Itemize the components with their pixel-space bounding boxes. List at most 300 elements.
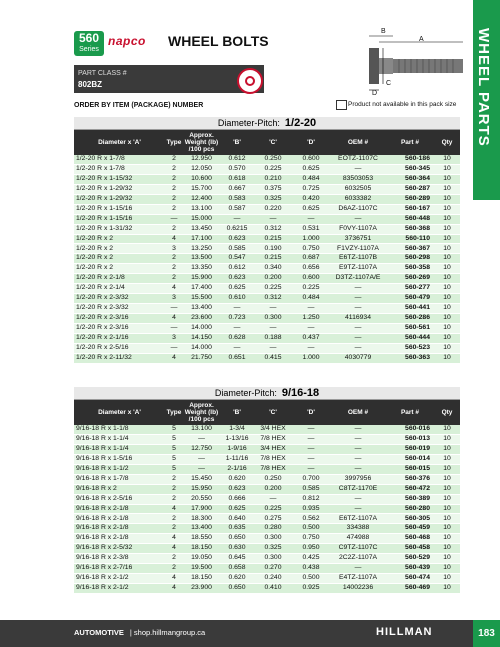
col-header: OEM # xyxy=(330,130,386,155)
table-cell: — xyxy=(330,464,386,474)
table-cell: 0.225 xyxy=(254,504,292,514)
table-cell: 0.950 xyxy=(292,544,330,554)
table-cell: 0.635 xyxy=(220,524,254,534)
table-cell: — xyxy=(330,304,386,314)
table-cell: 2 xyxy=(165,484,183,494)
table-cell: 12.400 xyxy=(183,194,220,204)
table-cell: — xyxy=(330,284,386,294)
table-body xyxy=(74,425,460,593)
part-number-cell: 560-110 xyxy=(386,234,434,244)
table-cell: 0.547 xyxy=(220,254,254,264)
table-cell: 0.250 xyxy=(254,155,292,164)
table-cell: 2 xyxy=(165,155,183,164)
page-title: WHEEL BOLTS xyxy=(168,33,269,49)
table-cell: 3 xyxy=(165,333,183,343)
table-cell: 9/16-18 R x 2-1/2 xyxy=(74,574,165,584)
table-cell: 1/2-20 R x 1-15/16 xyxy=(74,204,165,214)
table-row xyxy=(74,454,460,464)
table-cell: 1/2-20 R x 1-29/32 xyxy=(74,184,165,194)
table-cell: 0.215 xyxy=(254,254,292,264)
table-row xyxy=(74,314,460,324)
table-cell: 0.630 xyxy=(220,544,254,554)
table-cell: 0.600 xyxy=(292,274,330,284)
table-cell: 0.620 xyxy=(220,474,254,484)
table-cell: 0.612 xyxy=(220,264,254,274)
table-cell: 9/16-18 R x 2-7/16 xyxy=(74,564,165,574)
table-cell: — xyxy=(220,323,254,333)
table-row xyxy=(74,264,460,274)
table-cell: — xyxy=(330,444,386,454)
bolt-diagram xyxy=(369,28,465,98)
part-number-cell: 560-358 xyxy=(386,264,434,274)
part-class-value: 802BZ xyxy=(78,80,103,89)
table-cell: 2 xyxy=(165,264,183,274)
table-cell: 1/2-20 R x 2-1/8 xyxy=(74,274,165,284)
table-cell: 3736751 xyxy=(330,234,386,244)
table-cell: 0.618 xyxy=(220,174,254,184)
table-row xyxy=(74,554,460,564)
table-cell: 1/2-20 R x 2-3/32 xyxy=(74,294,165,304)
table-cell: 0.420 xyxy=(292,194,330,204)
series-label: Series xyxy=(79,46,99,53)
table-cell: 10 xyxy=(434,524,460,534)
table-cell: 0.587 xyxy=(220,204,254,214)
table-row xyxy=(74,534,460,544)
table-cell: 10 xyxy=(434,504,460,514)
table-cell: 3 xyxy=(165,244,183,254)
table-cell: 0.438 xyxy=(292,564,330,574)
part-number-cell: 560-364 xyxy=(386,174,434,184)
part-number-cell: 560-529 xyxy=(386,554,434,564)
table-cell: E6TZ-1107A xyxy=(330,514,386,524)
table-cell: 9/16-18 R x 2-3/8 xyxy=(74,554,165,564)
table-row xyxy=(74,194,460,204)
table-row xyxy=(74,274,460,284)
table-cell: 2 xyxy=(165,204,183,214)
table-cell: 2 xyxy=(165,274,183,284)
table-cell: 5 xyxy=(165,434,183,444)
table-cell: 13.400 xyxy=(183,524,220,534)
table-cell: 0.220 xyxy=(254,204,292,214)
table-row xyxy=(74,464,460,474)
table-cell: 2 xyxy=(165,254,183,264)
table-cell: 0.623 xyxy=(220,484,254,494)
table-cell: 10 xyxy=(434,584,460,594)
table-row xyxy=(74,504,460,514)
col-header: 'C' xyxy=(254,130,292,155)
table-header-row xyxy=(74,130,460,155)
table-cell: 0.750 xyxy=(292,534,330,544)
table-cell: 0.225 xyxy=(254,284,292,294)
table-row xyxy=(74,484,460,494)
col-header: Diameter x 'A' xyxy=(74,130,165,155)
footer-category: AUTOMOTIVE xyxy=(74,628,124,637)
table-cell: 1.000 xyxy=(292,234,330,244)
table-cell: D6AZ-1107C xyxy=(330,204,386,214)
table-cell: 0.625 xyxy=(292,204,330,214)
part-number-cell: 560-013 xyxy=(386,434,434,444)
table-cell: 14.000 xyxy=(183,343,220,353)
table-cell: 13.350 xyxy=(183,264,220,274)
table-cell: 10 xyxy=(434,264,460,274)
table-cell: 1/2-20 R x 2-3/16 xyxy=(74,314,165,324)
table-cell: 0.650 xyxy=(220,584,254,594)
table-cell: 0.190 xyxy=(254,244,292,254)
table-cell: 0.437 xyxy=(292,333,330,343)
part-number-cell: 560-015 xyxy=(386,464,434,474)
table-cell: 0.600 xyxy=(292,155,330,164)
table-row xyxy=(74,434,460,444)
hillman-logo: HILLMAN xyxy=(376,626,433,638)
part-number-cell: 560-561 xyxy=(386,323,434,333)
table-cell: 2 xyxy=(165,494,183,504)
table-row xyxy=(74,155,460,164)
table-cell: 2 xyxy=(165,194,183,204)
part-number-cell: 560-167 xyxy=(386,204,434,214)
table-cell: 4116934 xyxy=(330,314,386,324)
table-cell: 10 xyxy=(434,234,460,244)
table-row xyxy=(74,174,460,184)
table-cell: 0.280 xyxy=(254,524,292,534)
table-cell: — xyxy=(254,494,292,504)
table-cell: 18.550 xyxy=(183,534,220,544)
table-cell: 6032505 xyxy=(330,184,386,194)
part-number-cell: 560-298 xyxy=(386,254,434,264)
col-header: Type xyxy=(165,400,183,425)
part-number-cell: 560-368 xyxy=(386,224,434,234)
table-cell: — xyxy=(254,343,292,353)
part-number-cell: 560-376 xyxy=(386,474,434,484)
table-cell: 10 xyxy=(434,304,460,314)
table-cell: F1VZY-1107A xyxy=(330,244,386,254)
table-cell: 4 xyxy=(165,504,183,514)
table-cell: 0.658 xyxy=(220,564,254,574)
table-row xyxy=(74,214,460,224)
table-cell: 9/16-18 R x 2 xyxy=(74,484,165,494)
pitch-label: Diameter-Pitch: xyxy=(214,388,277,398)
table-cell: 0.625 xyxy=(292,164,330,174)
table-cell: 10 xyxy=(434,564,460,574)
table-cell: — xyxy=(330,214,386,224)
table-cell: 0.723 xyxy=(220,314,254,324)
table-cell: — xyxy=(292,214,330,224)
table-cell: 1/2-20 R x 2-3/16 xyxy=(74,323,165,333)
table-cell: 0.210 xyxy=(254,174,292,184)
table-cell: 15.000 xyxy=(183,214,220,224)
table-cell: 1.250 xyxy=(292,314,330,324)
table-cell: 4 xyxy=(165,314,183,324)
table-cell: 18.150 xyxy=(183,544,220,554)
table-cell: 10 xyxy=(434,494,460,504)
table-cell: — xyxy=(292,323,330,333)
footer-left xyxy=(74,628,205,637)
table-cell: 0.687 xyxy=(292,254,330,264)
table-cell: 4 xyxy=(165,574,183,584)
table-cell: — xyxy=(292,304,330,314)
table-cell: 0.651 xyxy=(220,353,254,363)
table-cell: 0.625 xyxy=(220,284,254,294)
col-header: 'C' xyxy=(254,400,292,425)
product-table xyxy=(74,130,460,364)
table-cell: 0.6215 xyxy=(220,224,254,234)
bolt-diagram-svg xyxy=(369,28,465,98)
pitch-header xyxy=(74,387,460,400)
table-cell: 0.585 xyxy=(292,484,330,494)
table-cell: 0.645 xyxy=(220,554,254,564)
col-header: Diameter x 'A' xyxy=(74,400,165,425)
table-cell: 0.312 xyxy=(254,224,292,234)
table-cell: 13.500 xyxy=(183,254,220,264)
table-row xyxy=(74,184,460,194)
col-header: 'B' xyxy=(220,400,254,425)
table-cell: 2-1/16 xyxy=(220,464,254,474)
table-cell: — xyxy=(254,214,292,224)
table-cell: — xyxy=(330,294,386,304)
table-cell: 334388 xyxy=(330,524,386,534)
table-cell: 1-11/16 xyxy=(220,454,254,464)
part-number-cell: 560-441 xyxy=(386,304,434,314)
part-number-cell: 560-014 xyxy=(386,454,434,464)
table-cell: 17.100 xyxy=(183,234,220,244)
table-cell: 23.600 xyxy=(183,314,220,324)
table-cell: 1/2-20 R x 1-7/8 xyxy=(74,164,165,174)
table-cell: — xyxy=(330,504,386,514)
table-cell: 0.750 xyxy=(292,244,330,254)
table-cell: 2 xyxy=(165,554,183,564)
footer xyxy=(0,620,500,647)
part-number-cell: 560-367 xyxy=(386,244,434,254)
table-cell: 20.550 xyxy=(183,494,220,504)
table-cell: 17.900 xyxy=(183,504,220,514)
table-row xyxy=(74,304,460,314)
table-cell: E9TZ-1107A xyxy=(330,264,386,274)
table-cell: 10 xyxy=(434,425,460,434)
table-cell: E4TZ-1107A xyxy=(330,574,386,584)
table-row xyxy=(74,584,460,594)
series-badge xyxy=(74,31,104,56)
table-cell: 6033382 xyxy=(330,194,386,204)
table-row xyxy=(74,323,460,333)
table-cell: C8TZ-1170E xyxy=(330,484,386,494)
table-row xyxy=(74,514,460,524)
table-cell: 0.666 xyxy=(220,494,254,504)
table-cell: 1/2-20 R x 2-1/4 xyxy=(74,284,165,294)
table-cell: — xyxy=(220,304,254,314)
table-cell: — xyxy=(330,323,386,333)
table-cell: 0.612 xyxy=(220,155,254,164)
table-cell: 1.000 xyxy=(292,353,330,363)
table-cell: 10 xyxy=(434,294,460,304)
table-cell: 0.275 xyxy=(254,514,292,524)
table-cell: 18.150 xyxy=(183,574,220,584)
table-cell: 1/2-20 R x 1-31/32 xyxy=(74,224,165,234)
table-cell: 10 xyxy=(434,444,460,454)
table-cell: 0.225 xyxy=(292,284,330,294)
side-tab-label: WHEEL PARTS xyxy=(475,28,492,147)
table-cell: 2 xyxy=(165,184,183,194)
table-cell: 0.200 xyxy=(254,274,292,284)
table-cell: 0.425 xyxy=(292,554,330,564)
table-row xyxy=(74,444,460,454)
table-cell: 12.750 xyxy=(183,444,220,454)
table-cell: 0.812 xyxy=(292,494,330,504)
table-cell: 0.500 xyxy=(292,574,330,584)
table-cell: 15.900 xyxy=(183,274,220,284)
table-cell: 7/8 HEX xyxy=(254,454,292,464)
table-cell: 10 xyxy=(434,174,460,184)
table-cell: — xyxy=(330,564,386,574)
table-cell: 0.640 xyxy=(220,514,254,524)
table-cell: — xyxy=(165,214,183,224)
table-cell: 14.000 xyxy=(183,323,220,333)
table-cell: 4030779 xyxy=(330,353,386,363)
table-cell: 10 xyxy=(434,204,460,214)
table-cell: 0.340 xyxy=(254,264,292,274)
footer-link[interactable]: | shop.hillmangroup.ca xyxy=(129,628,206,637)
table-cell: — xyxy=(330,343,386,353)
table-row xyxy=(74,204,460,214)
table-cell: 9/16-18 R x 1-1/8 xyxy=(74,425,165,434)
table-cell: — xyxy=(254,323,292,333)
pitch-header xyxy=(74,117,460,130)
table-row xyxy=(74,294,460,304)
table-cell: 19.500 xyxy=(183,564,220,574)
table-cell: 10 xyxy=(434,274,460,284)
table-cell: 23.900 xyxy=(183,584,220,594)
table-cell: 0.484 xyxy=(292,294,330,304)
table-cell: 3 xyxy=(165,294,183,304)
table-cell: — xyxy=(330,333,386,343)
table-cell: 10 xyxy=(434,333,460,343)
table-cell: 1/2-20 R x 2-11/32 xyxy=(74,353,165,363)
table-cell: 4 xyxy=(165,534,183,544)
part-number-cell: 560-472 xyxy=(386,484,434,494)
table-cell: — xyxy=(183,434,220,444)
table-cell: 0.500 xyxy=(292,524,330,534)
table-cell: 15.700 xyxy=(183,184,220,194)
part-number-cell: 560-269 xyxy=(386,274,434,284)
table-1-2-20 xyxy=(74,117,460,364)
dim-d-label: D xyxy=(372,90,378,97)
table-row xyxy=(74,333,460,343)
table-cell: — xyxy=(165,304,183,314)
table-cell: — xyxy=(292,425,330,434)
table-cell: 12.050 xyxy=(183,164,220,174)
table-cell: 10 xyxy=(434,554,460,564)
table-cell: 0.300 xyxy=(254,534,292,544)
part-number-cell: 560-280 xyxy=(386,504,434,514)
dim-a-label: A xyxy=(419,36,424,43)
table-cell: 0.650 xyxy=(220,534,254,544)
table-cell: 10 xyxy=(434,434,460,444)
table-cell: 9/16-18 R x 2-5/16 xyxy=(74,494,165,504)
table-cell: 5 xyxy=(165,454,183,464)
table-cell: 13.250 xyxy=(183,244,220,254)
table-cell: 10 xyxy=(434,224,460,234)
wheel-icon xyxy=(237,68,263,94)
table-cell: EOTZ-1107C xyxy=(330,155,386,164)
table-cell: 0.628 xyxy=(220,333,254,343)
table-cell: 10 xyxy=(434,464,460,474)
part-class-box xyxy=(74,65,264,93)
part-number-cell: 560-286 xyxy=(386,314,434,324)
table-cell: 2 xyxy=(165,524,183,534)
table-cell: 10 xyxy=(434,254,460,264)
table-cell: 2 xyxy=(165,224,183,234)
col-header: Qty xyxy=(434,400,460,425)
part-number-cell: 560-459 xyxy=(386,524,434,534)
table-cell: 12.950 xyxy=(183,155,220,164)
table-cell: 0.583 xyxy=(220,194,254,204)
col-header: Type xyxy=(165,130,183,155)
table-cell: 7/8 HEX xyxy=(254,434,292,444)
table-cell: 9/16-18 R x 2-1/8 xyxy=(74,524,165,534)
table-cell: 0.300 xyxy=(254,314,292,324)
table-cell: — xyxy=(330,434,386,444)
table-cell: 2 xyxy=(165,164,183,174)
table-cell: D3TZ-1107A/E xyxy=(330,274,386,284)
table-cell: 0.656 xyxy=(292,264,330,274)
table-cell: 0.312 xyxy=(254,294,292,304)
table-row xyxy=(74,284,460,294)
table-cell: 1/2-20 R x 2 xyxy=(74,234,165,244)
table-cell: — xyxy=(330,425,386,434)
table-cell: — xyxy=(330,494,386,504)
table-cell: 0.410 xyxy=(254,584,292,594)
table-cell: 0.667 xyxy=(220,184,254,194)
table-cell: — xyxy=(330,164,386,174)
table-cell: 9/16-18 R x 2-1/8 xyxy=(74,534,165,544)
table-row xyxy=(74,353,460,363)
table-cell: 1-9/16 xyxy=(220,444,254,454)
table-cell: 10 xyxy=(434,314,460,324)
table-cell: 10 xyxy=(434,214,460,224)
table-cell: 10 xyxy=(434,514,460,524)
table-cell: 10 xyxy=(434,484,460,494)
part-number-cell: 560-019 xyxy=(386,444,434,454)
table-cell: 0.623 xyxy=(220,234,254,244)
table-9-16-18 xyxy=(74,387,460,594)
table-cell: — xyxy=(292,454,330,464)
table-cell: 0.623 xyxy=(220,274,254,284)
table-cell: 9/16-18 R x 1-1/4 xyxy=(74,444,165,454)
table-cell: 7/8 HEX xyxy=(254,464,292,474)
table-cell: 9/16-18 R x 1-1/4 xyxy=(74,434,165,444)
table-cell: 0.935 xyxy=(292,504,330,514)
table-cell: 0.270 xyxy=(254,564,292,574)
table-cell: E6TZ-1107B xyxy=(330,254,386,264)
table-cell: 0.300 xyxy=(254,554,292,564)
table-cell: 10 xyxy=(434,323,460,333)
table-cell: 1/2-20 R x 2 xyxy=(74,254,165,264)
table-cell: 9/16-18 R x 2-5/32 xyxy=(74,544,165,554)
table-cell: 1-3/4 xyxy=(220,425,254,434)
table-cell: 4 xyxy=(165,353,183,363)
table-cell: 1/2-20 R x 2-5/16 xyxy=(74,343,165,353)
table-cell: 5 xyxy=(165,464,183,474)
table-cell: 13.450 xyxy=(183,224,220,234)
table-cell: 1/2-20 R x 1-15/32 xyxy=(74,174,165,184)
table-cell: — xyxy=(330,454,386,464)
table-cell: 0.200 xyxy=(254,484,292,494)
table-cell: 83503053 xyxy=(330,174,386,184)
table-cell: 0.325 xyxy=(254,544,292,554)
table-cell: — xyxy=(165,323,183,333)
part-number-cell: 560-523 xyxy=(386,343,434,353)
table-cell: 0.375 xyxy=(254,184,292,194)
col-header: Part # xyxy=(386,400,434,425)
table-cell: 4 xyxy=(165,284,183,294)
